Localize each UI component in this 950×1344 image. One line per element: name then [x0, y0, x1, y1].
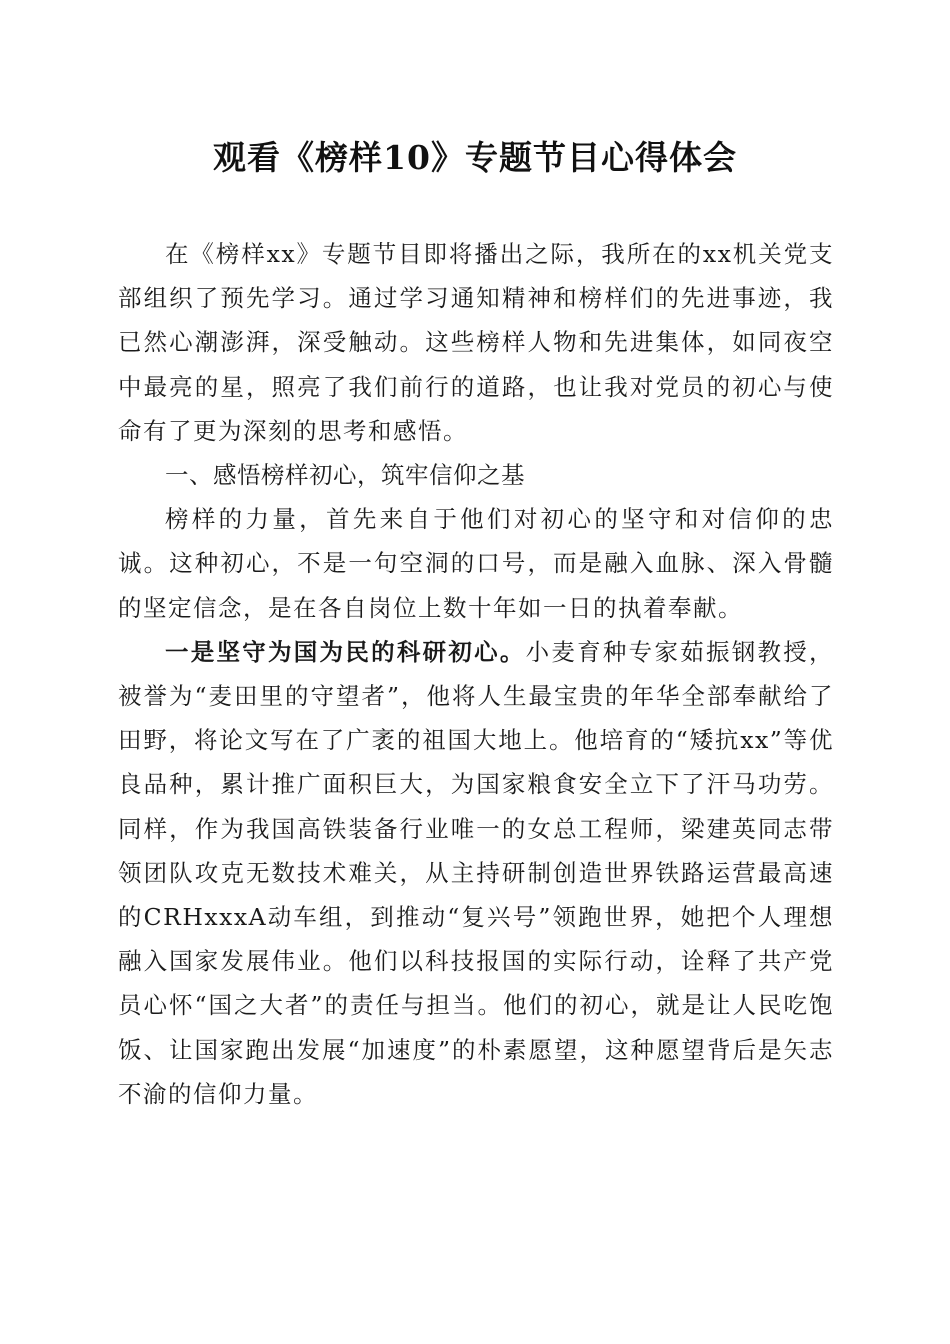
document-body	[118, 232, 834, 1116]
section-1-paragraph-2	[118, 630, 834, 1116]
section-1-paragraph-1: 榜样的力量，首先来自于他们对初心的坚守和对信仰的忠诚。这种初心，不是一句空洞的口号，而是融入血脉、深入骨髓的坚定信念，是在各自岗位上数十年如一日的执着奉献。	[118, 505, 834, 622]
section-1-paragraph-2-lead: 一是坚守为国为民的科研初心。	[165, 637, 526, 666]
document-title: 观看《榜样10》专题节目心得体会	[213, 138, 737, 177]
section-1-paragraph-2-body: 小麦育种专家茹振钢教授，被誉为“麦田里的守望者”，他将人生最宝贵的年华全部奉献给了田野，将论文写在了广袤的祖国大地上。他培育的“矮抗xx”等优良品种，累计推广面积巨大，为国家粮食安全立下了汗马功劳。同样，作为我国高铁装备行业唯一的女总工程师，梁建英同志带领团队攻克无数技术难关，从主持研制创造世界铁路运营最高速的CRHxxxA动车组，到推动“复兴号”领跑世界，她把个人理想融入国家发展伟业。他们以科技报国的实际行动，诠释了共产党员心怀“国之大者”的责任与担当。他们的初心，就是让人民吃饱饭、让国家跑出发展“加速度”的朴素愿望，这种愿望背后是矢志不渝的信仰力量。	[118, 637, 835, 1108]
section-1-heading: 一、感悟榜样初心，筑牢信仰之基	[165, 461, 525, 490]
intro-paragraph: 在《榜样xx》专题节目即将播出之际，我所在的xx机关党支部组织了预先学习。通过学习通知精神和榜样们的先进事迹，我已然心潮澎湃，深受触动。这些榜样人物和先进集体，如同夜空中最亮的星，照亮了我们前行的道路，也让我对党员的初心与使命有了更为深刻的思考和感悟。	[118, 240, 834, 445]
